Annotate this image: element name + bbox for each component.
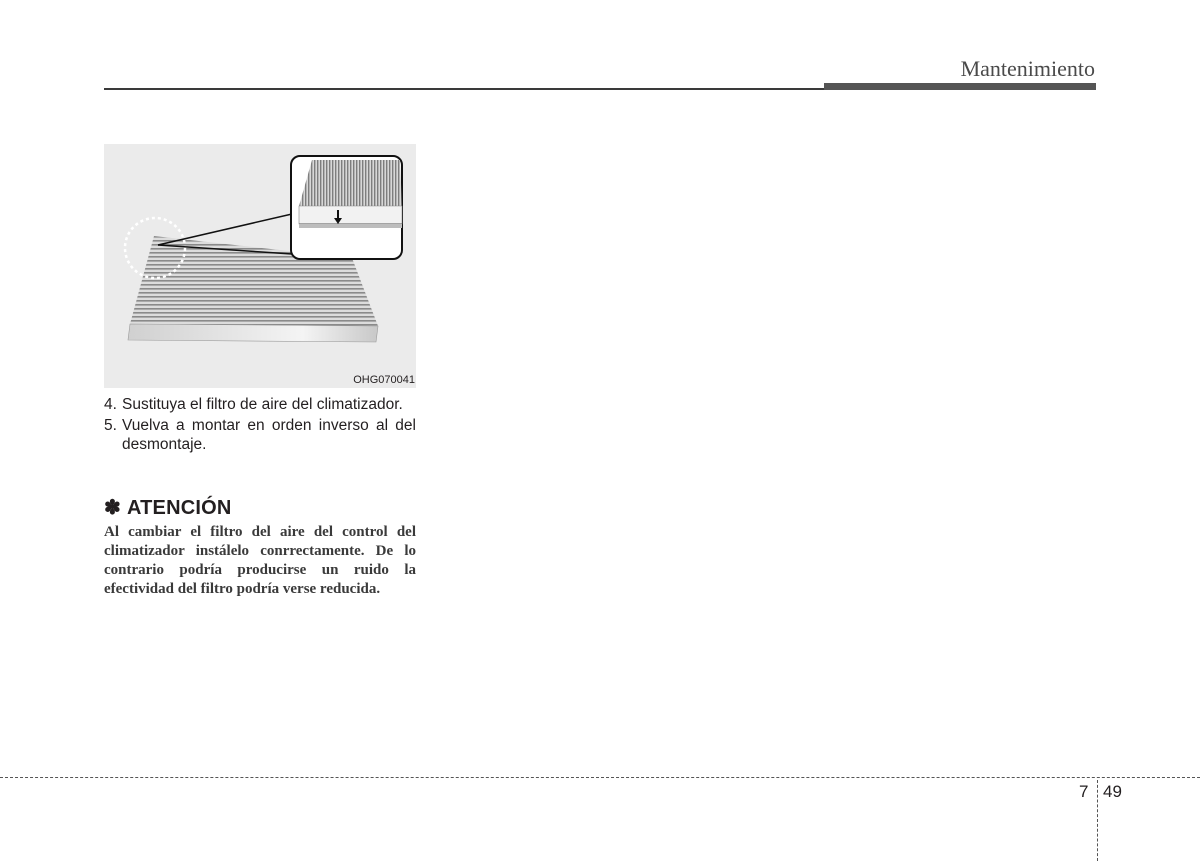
- list-item: [104, 395, 416, 414]
- page-number: 49: [1103, 782, 1122, 801]
- attention-title: ATENCIÓN: [126, 497, 232, 519]
- air-filter-drawing: [104, 144, 416, 388]
- attention-heading: [104, 495, 232, 520]
- list-item: [104, 416, 416, 454]
- figure-code: OHG070041: [353, 374, 415, 386]
- asterisk-icon: ✽: [104, 497, 121, 519]
- step-number: 4.: [104, 396, 117, 413]
- filter-edge: [128, 324, 378, 342]
- filter-illustration: [104, 144, 416, 388]
- step-text: Vuelva a montar en orden inverso al del desmontaje.: [122, 417, 416, 453]
- section-title: Mantenimiento: [960, 56, 1095, 81]
- attention-text: Al cambiar el filtro del aire del control del climatizador instálelo conrrectamente. De lo contrario podría producirse un ruido la efectividad del filtro podría verse reducida.: [104, 524, 416, 597]
- step-number: 5.: [104, 417, 117, 434]
- footer-divider: [0, 777, 1200, 778]
- step-text: Sustituya el filtro de aire del climatizador.: [122, 396, 403, 413]
- chapter-number: 7: [1079, 782, 1089, 801]
- instruction-steps: [104, 395, 416, 456]
- footer-vertical-divider: [1097, 780, 1098, 861]
- header-rule: [104, 88, 824, 90]
- header-accent-bar: [824, 83, 1096, 90]
